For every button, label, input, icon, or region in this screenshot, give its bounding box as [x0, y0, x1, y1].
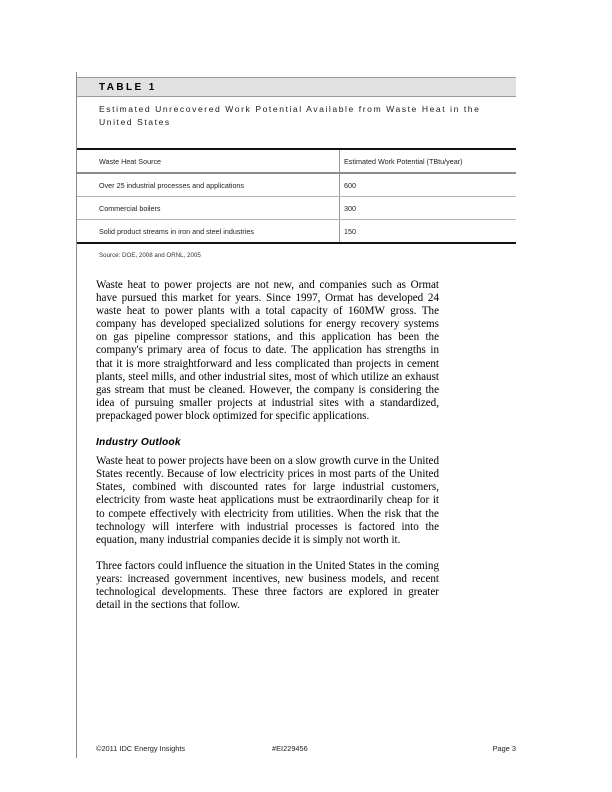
paragraph: Waste heat to power projects have been on a slow growth curve in the United States recently. Because of low electricity prices in most parts of the United States, combined with discounted rates for large industrial customers, electricity from waste heat applications must be extraordinarily cheap for it to compete effectively with electricity from utilities. When the risk that the technology will interfere with industrial processes is factored into the equation, many industrial companies decide it is simply not worth it.	[96, 455, 439, 546]
section-heading: Industry Outlook	[96, 437, 181, 449]
paragraph: Waste heat to power projects are not new, and companies such as Ormat have pursued this market for years. Since 1997, Ormat has developed 24 waste heat to power plants with a total capacity of 160MW gross. The company has developed specialized solutions for energy recovery systems on gas pipeline compressor stations, and this application has been the company's primary area of focus to date. The application has strengths in that it is more straightforward and less complicated than projects in cement plants, steel mills, and other industrial sites, most of which utilize an exhaust gas stream that must be cleaned. However, the company is considering the idea of pursuing smaller projects at industrial sites with a standardized, prepackaged power block optimized for specific applications.	[96, 279, 439, 422]
footer-doc-id: #EI229456	[272, 744, 308, 753]
table-row	[77, 220, 516, 244]
table-row	[77, 197, 516, 220]
cell-potential: 300	[340, 197, 517, 220]
footer-copyright: ©2011 IDC Energy Insights	[96, 744, 186, 753]
data-table	[77, 148, 516, 244]
paragraph: Three factors could influence the situation in the United States in the coming years: increased government incentives, new business models, and recent technological developments. These three factors are explored in greater detail in the sections that follow.	[96, 559, 439, 612]
table-1	[77, 77, 516, 259]
column-header-potential: Estimated Work Potential (TBtu/year)	[340, 149, 517, 173]
cell-source: Over 25 industrial processes and applications	[77, 173, 340, 197]
footer-page-number: Page 3	[492, 744, 516, 753]
cell-potential: 150	[340, 220, 517, 244]
table-header-row	[77, 149, 516, 173]
cell-potential: 600	[340, 173, 517, 197]
cell-source: Commercial boilers	[77, 197, 340, 220]
column-header-source: Waste Heat Source	[77, 149, 340, 173]
table-label: TABLE 1	[77, 77, 516, 97]
cell-source: Solid product streams in iron and steel industries	[99, 226, 255, 236]
table-caption: Estimated Unrecovered Work Potential Available from Waste Heat in the United States	[99, 104, 481, 127]
body-text	[96, 279, 439, 612]
table-row	[77, 173, 516, 197]
table-source-note: Source: DOE, 2008 and ORNL, 2005	[99, 252, 201, 259]
